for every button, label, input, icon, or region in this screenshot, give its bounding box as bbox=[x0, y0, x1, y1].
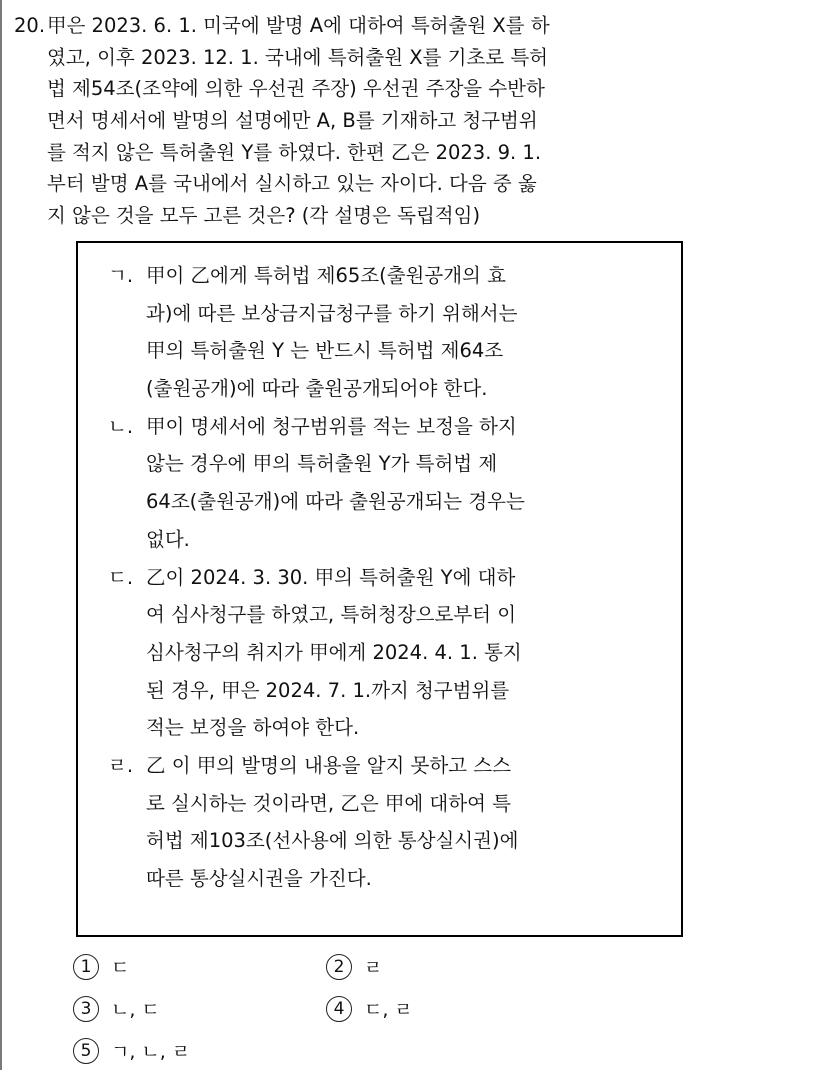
question-stem bbox=[14, 10, 794, 232]
statement-mark: ㄷ. bbox=[108, 565, 134, 589]
statement-ga: ㄱ. 甲이 乙에게 특허법 제65조(출원공개의 효 과)에 따른 보상금지급청구를 하기 위해서는 甲의 특허출원 Y 는 반드시 특허법 제64조 (출원공개)에 따라 출원공개되어야 한다. bbox=[108, 257, 668, 408]
question-line: 를 적지 않은 특허출원 Y를 하였다. 한편 乙은 2023. 9. 1. bbox=[47, 140, 542, 164]
statement-mark: ㄹ. bbox=[108, 753, 134, 777]
circled-number-icon: 4 bbox=[326, 996, 352, 1022]
answer-options bbox=[73, 953, 673, 1079]
statement-mark: ㄴ. bbox=[108, 414, 134, 438]
statement-ra: ㄹ. 乙 이 甲의 발명의 내용을 알지 못하고 스스 로 실시하는 것이라면, 乙은 甲에 대하여 특 허법 제103조(선사용에 의한 통상실시권)에 따른 통상실시권을 가진다. bbox=[108, 747, 668, 898]
option-5[interactable]: 5 ㄱ, ㄴ, ㄹ bbox=[73, 1037, 190, 1064]
question-line: 면서 명세서에 발명의 설명에만 A, B를 기재하고 청구범위 bbox=[47, 109, 538, 133]
question-line: 부터 발명 A를 국내에서 실시하고 있는 자이다. 다음 중 옳 bbox=[47, 172, 537, 196]
question-line: 법 제54조(조약에 의한 우선권 주장) 우선권 주장을 수반하 bbox=[47, 77, 545, 101]
circled-number-icon: 2 bbox=[326, 954, 352, 980]
option-3[interactable]: 3 ㄴ, ㄷ bbox=[73, 995, 160, 1022]
statement-da: ㄷ. 乙이 2024. 3. 30. 甲의 특허출원 Y에 대하 여 심사청구를 하였고, 특허청장으로부터 이 심사청구의 취지가 甲에게 2024. 4. 1. 통지 된 경우, 甲은 2024. 7. 1.까지 청구범위를 적는 보정을 하여야 한다. bbox=[108, 559, 668, 747]
option-1[interactable]: 1 ㄷ bbox=[73, 953, 129, 980]
circled-number-icon: 3 bbox=[73, 996, 99, 1022]
question-number: 20. bbox=[14, 14, 46, 37]
statement-mark: ㄱ. bbox=[108, 264, 134, 287]
circled-number-icon: 1 bbox=[73, 954, 99, 980]
question-line: 20. 甲은 2023. 6. 1. 미국에 발명 A에 대하여 특허출원 X를 하 bbox=[14, 10, 794, 42]
option-4[interactable]: 4 ㄷ, ㄹ bbox=[326, 995, 413, 1022]
question-line: 지 않은 것을 모두 고른 것은? (각 설명은 독립적임) bbox=[47, 204, 481, 228]
question-line: 였고, 이후 2023. 12. 1. 국내에 특허출원 X를 기초로 특허 bbox=[47, 45, 549, 69]
page-left-border bbox=[0, 0, 2, 1070]
statement-na: ㄴ. 甲이 명세서에 청구범위를 적는 보정을 하지 않는 경우에 甲의 특허출원 Y가 특허법 제 64조(출원공개)에 따라 출원공개되는 경우는 없다. bbox=[108, 408, 668, 559]
option-2[interactable]: 2 ㄹ bbox=[326, 953, 382, 980]
statements-box bbox=[76, 241, 683, 937]
circled-number-icon: 5 bbox=[73, 1038, 99, 1064]
